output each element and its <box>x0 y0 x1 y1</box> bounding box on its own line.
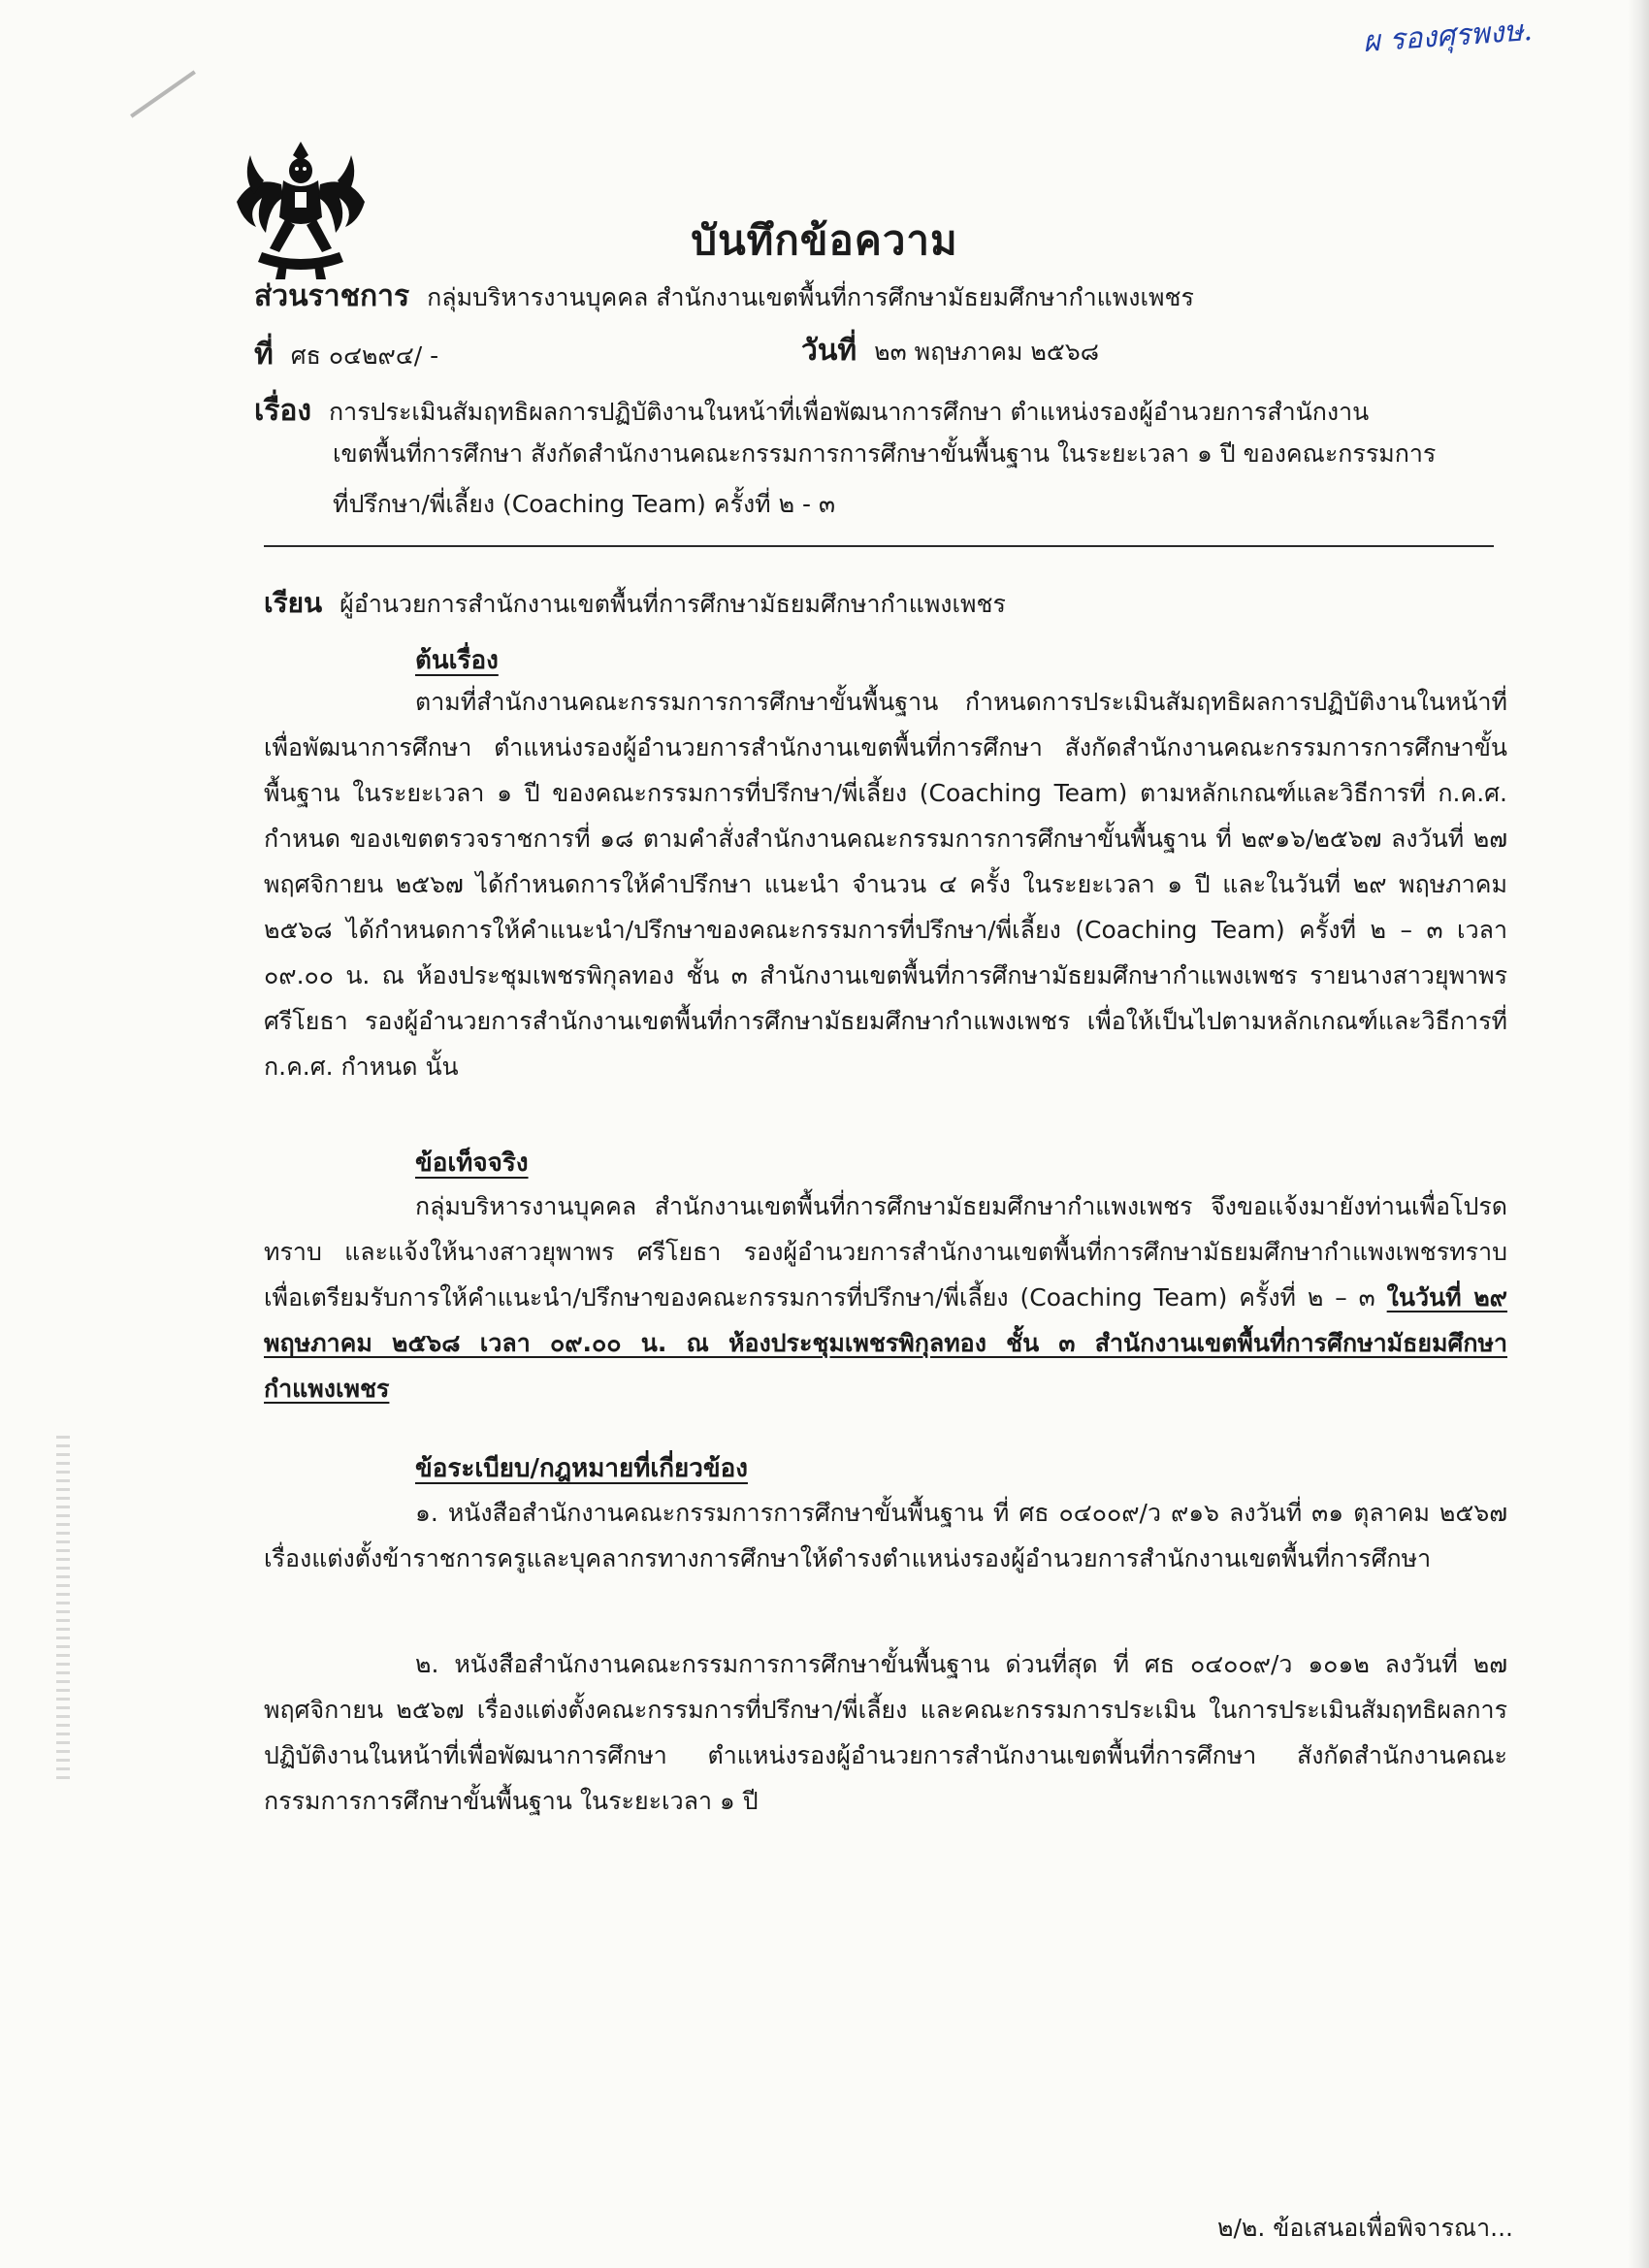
regulation-item: ๒. หนังสือสำนักงานคณะกรรมการการศึกษาขั้นพื้นฐาน ด่วนที่สุด ที่ ศธ ๐๔๐๐๙/ว ๑๐๑๒ ลงวันที่ ๒๗ พฤศจิกายน ๒๕๖๗ เรื่องแต่งตั้งคณะกรรมการที่ปรึกษา/พี่เลี้ยง และคณะกรรมการประเมิน ในการประเมินสัมฤทธิผลการปฏิบัติงานในหน้าที่เพื่อพัฒนาการศึกษา ตำแหน่งรองผู้อำนวยการสำนักงานเขตพื้นที่การศึกษา สังกัดสำนักงานคณะกรรมการการศึกษาขั้นพื้นฐาน ในระยะเวลา ๑ ปี <box>264 1650 1507 1815</box>
salutation <box>264 582 1006 625</box>
ref-row <box>254 332 438 377</box>
subject-label: เรื่อง <box>254 394 312 428</box>
subject-line-2: เขตพื้นที่การศึกษา สังกัดสำนักงานคณะกรรมการการศึกษาขั้นพื้นฐาน ในระยะเวลา ๑ ปี ของคณะกรรมการ <box>333 439 1437 468</box>
handwritten-note: ผ รองศุรพงษ. <box>1361 13 1534 60</box>
regulations-heading: ข้อระเบียบ/กฎหมายที่เกี่ยวข้อง <box>415 1454 748 1483</box>
salutation-label: เรียน <box>264 587 323 619</box>
header-divider <box>264 545 1494 547</box>
agency-row <box>254 274 1194 319</box>
scan-noise <box>56 1436 70 1785</box>
facts-paragraph <box>264 1183 1507 1411</box>
date-label: วันที่ <box>801 334 857 368</box>
regulation-item: ๑. หนังสือสำนักงานคณะกรรมการการศึกษาขั้นพื้นฐาน ที่ ศธ ๐๔๐๐๙/ว ๙๑๖ ลงวันที่ ๓๑ ตุลาคม ๒๕๖๗ เรื่องแต่งตั้งข้าราชการครูและบุคลากรทางการศึกษาให้ดำรงตำแหน่งรองผู้อำนวยการสำนักงานเขตพื้นที่การศึกษา <box>264 1499 1507 1572</box>
subject-row <box>254 388 1369 434</box>
memo-title: บันทึกข้อความ <box>691 216 958 264</box>
ref-value: ศธ ๐๔๒๙๔/ - <box>290 341 439 370</box>
facts-emphasis: ในวันที่ ๒๙ พฤษภาคม ๒๕๖๘ เวลา ๐๙.๐๐ น. ณ ห้องประชุมเพชรพิกุลทอง ชั้น ๓ สำนักงานเขตพื้นที่การศึกษามัธยมศึกษากำแพงเพชร <box>264 1283 1507 1403</box>
date-value: ๒๓ พฤษภาคม ๒๕๖๘ <box>874 338 1099 366</box>
facts-heading: ข้อเท็จจริง <box>415 1149 529 1178</box>
scan-edge-shadow <box>1628 0 1649 2268</box>
agency-value: กลุ่มบริหารงานบุคคล สำนักงานเขตพื้นที่การศึกษามัธยมศึกษากำแพงเพชร <box>427 283 1194 311</box>
background-heading: ต้นเรื่อง <box>415 646 499 675</box>
facts-text: กลุ่มบริหารงานบุคคล สำนักงานเขตพื้นที่การศึกษามัธยมศึกษากำแพงเพชร จึงขอแจ้งมายังท่านเพื่อโปรดทราบ และแจ้งให้นางสาวยุพาพร ศรีโยธา รองผู้อำนวยการสำนักงานเขตพื้นที่การศึกษามัธยมศึกษากำแพงเพชรทราบ เพื่อเตรียมรับการให้คำแนะนำ/ปรึกษาของคณะกรรมการที่ปรึกษา/พี่เลี้ยง (Coaching Team) ครั้งที่ ๒ – ๓ <box>264 1192 1507 1312</box>
continuation-reference: ๒/๒. ข้อเสนอเพื่อพิจารณา... <box>1217 2214 1513 2242</box>
pen-stroke-mark <box>130 70 196 117</box>
background-paragraph: ตามที่สำนักงานคณะกรรมการการศึกษาขั้นพื้นฐาน กำหนดการประเมินสัมฤทธิผลการปฏิบัติงานในหน้าที่เพื่อพัฒนาการศึกษา ตำแหน่งรองผู้อำนวยการสำนักงานเขตพื้นที่การศึกษา สังกัดสำนักงานคณะกรรมการการศึกษาขั้นพื้นฐาน ในระยะเวลา ๑ ปี ของคณะกรรมการที่ปรึกษา/พี่เลี้ยง (Coaching Team) ตามหลักเกณฑ์และวิธีการที่ ก.ค.ศ. กำหนด ของเขตตรวจราชการที่ ๑๘ ตามคำสั่งสำนักงานคณะกรรมการการศึกษาขั้นพื้นฐาน ที่ ๒๙๑๖/๒๕๖๗ ลงวันที่ ๒๗ พฤศจิกายน ๒๕๖๗ ได้กำหนดการให้คำปรึกษา แนะนำ จำนวน ๔ ครั้ง ในระยะเวลา ๑ ปี และในวันที่ ๒๙ พฤษภาคม ๒๕๖๘ ได้กำหนดการให้คำแนะนำ/ปรึกษาของคณะกรรมการที่ปรึกษา/พี่เลี้ยง (Coaching Team) ครั้งที่ ๒ – ๓ เวลา ๐๙.๐๐ น. ณ ห้องประชุมเพชรพิกุลทอง ชั้น ๓ สำนักงานเขตพื้นที่การศึกษามัธยมศึกษากำแพงเพชร รายนางสาวยุพาพร ศรีโยธา รองผู้อำนวยการสำนักงานเขตพื้นที่การศึกษามัธยมศึกษากำแพงเพชร เพื่อให้เป็นไปตามหลักเกณฑ์และวิธีการที่ ก.ค.ศ. กำหนด นั้น <box>264 688 1507 1081</box>
ref-label: ที่ <box>254 338 274 372</box>
date-row <box>801 328 1099 373</box>
salutation-value: ผู้อำนวยการสำนักงานเขตพื้นที่การศึกษามัธยมศึกษากำแพงเพชร <box>340 590 1006 618</box>
subject-line-3: ที่ปรึกษา/พี่เลี้ยง (Coaching Team) ครั้งที่ ๒ - ๓ <box>333 490 836 518</box>
agency-label: ส่วนราชการ <box>254 279 410 313</box>
subject-line-1: การประเมินสัมฤทธิผลการปฏิบัติงานในหน้าที่เพื่อพัฒนาการศึกษา ตำแหน่งรองผู้อำนวยการสำนักงาน <box>329 398 1370 426</box>
